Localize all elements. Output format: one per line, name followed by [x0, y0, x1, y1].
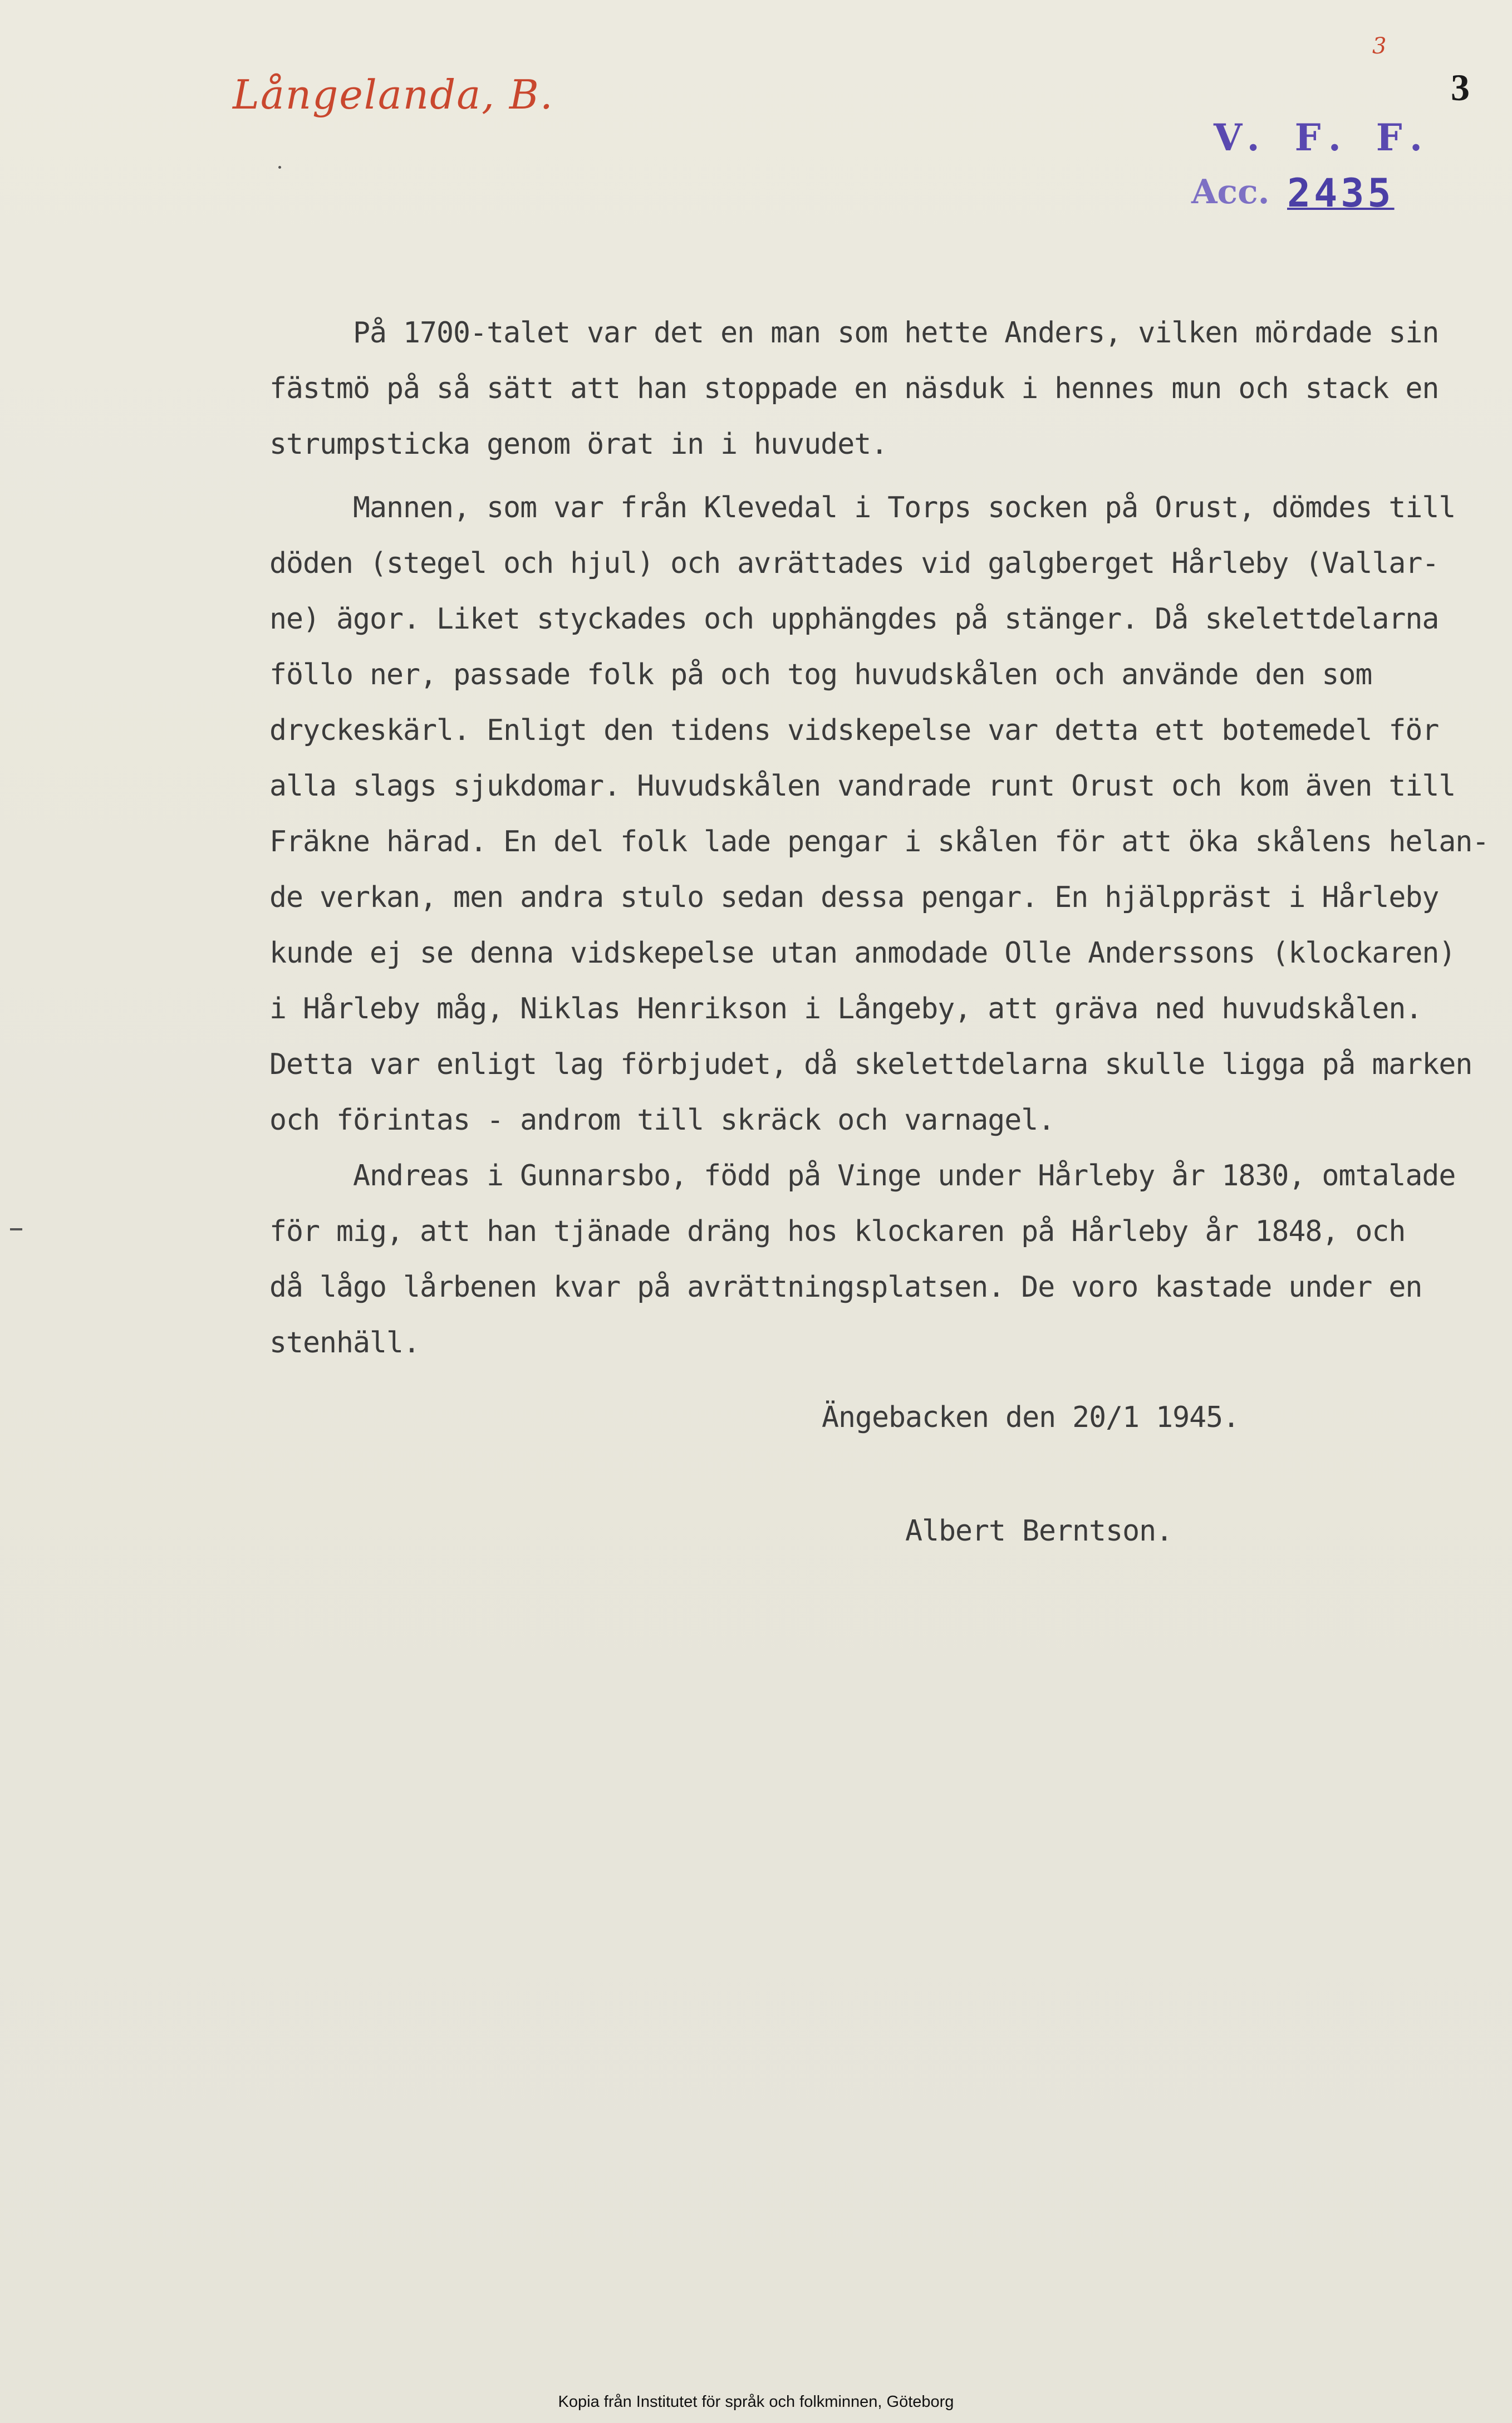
typed-letter-body	[269, 305, 1505, 1371]
text-line: Detta var enligt lag förbjudet, då skelettdelarna skulle ligga på marken	[269, 1048, 1472, 1081]
text-line: På 1700-talet var det en man som hette Anders, vilken mördade sin	[269, 316, 1439, 350]
text-line: i Hårleby måg, Niklas Henrikson i Långeby, att gräva ned huvudskålen.	[269, 992, 1422, 1026]
archive-stamp-vff: V. F. F.	[1214, 116, 1434, 159]
text-line: ne) ägor. Liket styckades och upphängdes på stänger. Då skelettdelarna	[269, 602, 1439, 636]
copy-notice-footer: Kopia från Institutet för språk och folkminnen, Göteborg	[558, 2393, 954, 2411]
text-line: strumpsticka genom örat in i huvudet.	[269, 428, 888, 461]
text-line: Mannen, som var från Klevedal i Torps socken på Orust, dömdes till	[269, 491, 1456, 524]
handwritten-number-annotation: 3	[1372, 33, 1387, 59]
text-line: för mig, att han tjänade dräng hos klockaren på Hårleby år 1848, och	[269, 1215, 1406, 1248]
text-line: kunde ej se denna vidskepelse utan anmodade Olle Anderssons (klockaren)	[269, 936, 1456, 970]
text-line: och förintas - androm till skräck och varnagel.	[269, 1103, 1055, 1137]
archive-stamp-acc: Acc.	[1191, 173, 1270, 212]
text-line: dryckeskärl. Enligt den tidens vidskepelse var detta ett botemedel för	[269, 714, 1439, 747]
text-line: döden (stegel och hjul) och avrättades vid galgberget Hårleby (Vallar-	[269, 547, 1439, 580]
handwritten-place-annotation: Långelanda, B.	[233, 71, 554, 118]
text-line: de verkan, men andra stulo sedan dessa pengar. En hjälppräst i Hårleby	[269, 881, 1439, 914]
text-line: Fräkne härad. En del folk lade pengar i skålen för att öka skålens helan-	[269, 825, 1489, 859]
signature-name: Albert Berntson.	[905, 1514, 1173, 1548]
archive-stamp-number: 2435	[1287, 170, 1395, 216]
text-line: föllo ner, passade folk på och tog huvudskålen och använde den som	[269, 658, 1372, 691]
text-line: alla slags sjukdomar. Huvudskålen vandrade runt Orust och kom även till	[269, 769, 1456, 803]
text-line: fästmö på så sätt att han stoppade en näsduk i hennes mun och stack en	[269, 372, 1439, 405]
paragraph-gap	[269, 472, 1505, 480]
ink-dot	[278, 166, 281, 169]
text-line: stenhäll.	[269, 1326, 420, 1360]
margin-mark	[10, 1228, 22, 1230]
text-line: då lågo lårbenen kvar på avrättningsplatsen. De voro kastade under en	[269, 1271, 1422, 1304]
page-number: 3	[1451, 66, 1470, 109]
text-line: Andreas i Gunnarsbo, född på Vinge under Hårleby år 1830, omtalade	[269, 1159, 1456, 1193]
place-and-date: Ängebacken den 20/1 1945.	[822, 1401, 1240, 1434]
